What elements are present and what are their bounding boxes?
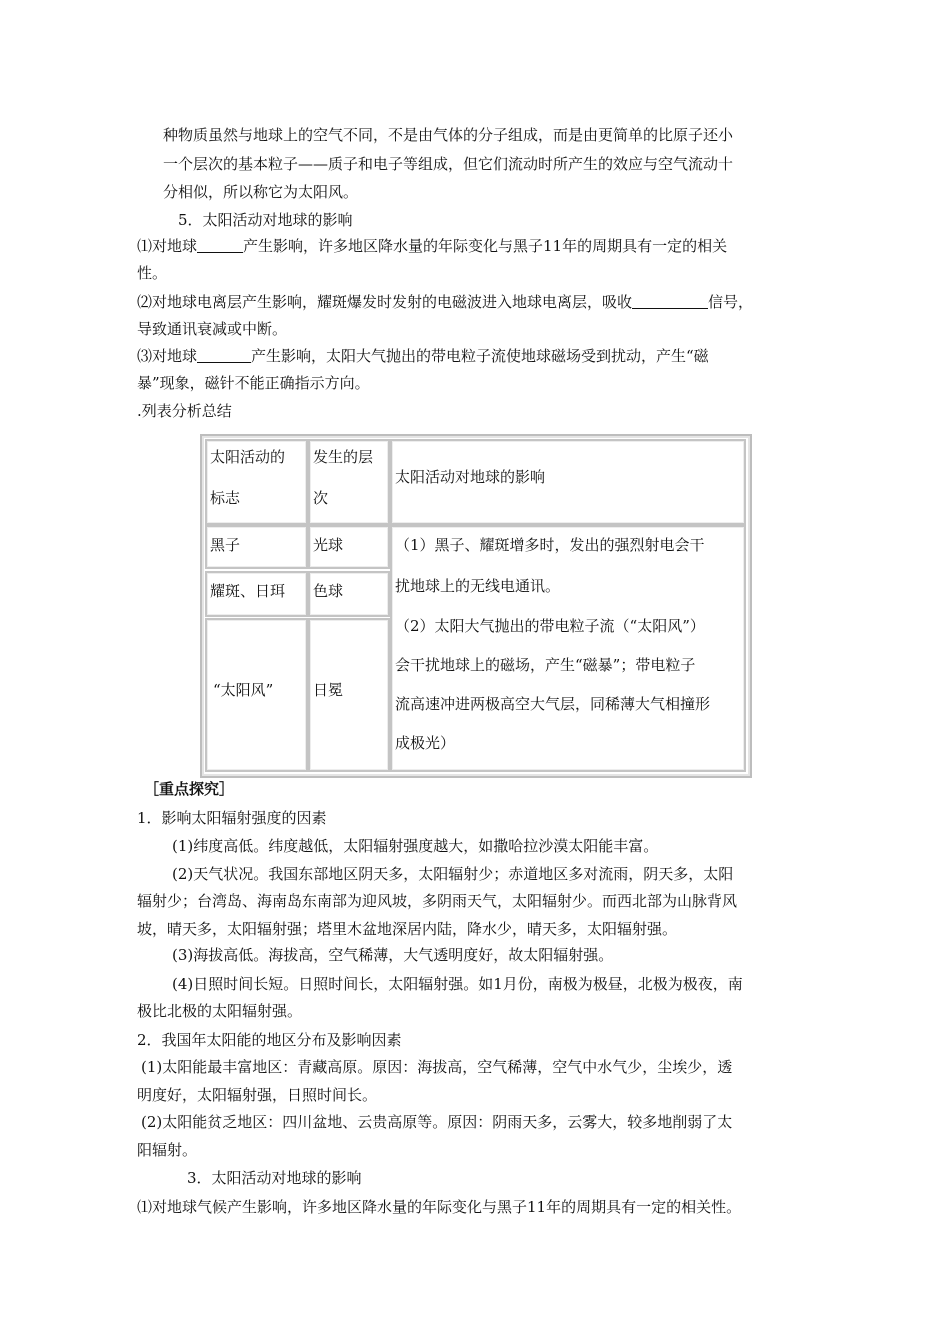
- layer-cell-photosphere: [308, 525, 390, 569]
- layer-cell-chromosphere: [308, 571, 390, 617]
- marker-sunspot: 黑子: [210, 536, 241, 554]
- header-layer-line1: 发生的层: [313, 448, 374, 466]
- paragraph-line: 极比北极的太阳辐射强。: [137, 1002, 303, 1020]
- paragraph-line: 阳辐射。: [137, 1141, 198, 1159]
- marker-cell-sunspot: [205, 525, 308, 569]
- effect-3-rest: 产生影响，太阳大气抛出的带电粒子流使地球磁场受到扰动，产生“磁: [251, 347, 709, 365]
- paragraph-line: (2)天气状况。我国东部地区阴天多，太阳辐射少；赤道地区多对流雨，阴天多，太阳: [172, 865, 734, 883]
- layer-cell-corona: [308, 618, 390, 772]
- header-cell-layer: [308, 439, 390, 525]
- fill-blank: [197, 346, 251, 363]
- header-cell-effect: [390, 439, 746, 525]
- paragraph-line: ⑴对地球气候产生影响，许多地区降水量的年际变化与黑子11年的周期具有一定的相关性。: [137, 1198, 742, 1216]
- layer-photosphere: 光球: [313, 536, 344, 554]
- paragraph-line: 明度好，太阳辐射强，日照时间长。: [137, 1086, 378, 1104]
- subsection-heading: 2．我国年太阳能的地区分布及影响因素: [137, 1031, 402, 1049]
- fill-blank: [197, 236, 243, 253]
- marker-cell-solar-wind: [205, 618, 308, 772]
- paragraph-line: (3)海拔高低。海拔高，空气稀薄，大气透明度好，故太阳辐射强。: [172, 946, 614, 964]
- header-layer-line2: 次: [313, 489, 329, 507]
- effect-1-start: ⑴对地球: [137, 237, 198, 255]
- paragraph-line: 分相似，所以称它为太阳风。: [163, 183, 359, 201]
- summary-table: [200, 434, 752, 778]
- effect-cell: [390, 525, 746, 772]
- paragraph-line: (1)太阳能最丰富地区：青藏高原。原因：海拔高，空气稀薄，空气中水气少，尘埃少，透: [141, 1058, 733, 1076]
- paragraph-line: 暴”现象，磁针不能正确指示方向。: [137, 374, 370, 392]
- marker-solar-wind: “太阳风”: [213, 681, 274, 699]
- paragraph-line: (4)日照时间长短。日照时间长，太阳辐射强。如1月份，南极为极昼，北极为极夜，南: [172, 975, 743, 993]
- section-title-key-inquiry: ［重点探究］: [144, 780, 235, 798]
- marker-flare: 耀斑、日珥: [210, 582, 286, 600]
- subsection-heading: 3．太阳活动对地球的影响: [187, 1169, 362, 1187]
- effect-line: 流高速冲进两极高空大气层，同稀薄大气相撞形: [395, 695, 711, 713]
- paragraph-line: (1)纬度高低。纬度越低，太阳辐射强度越大，如撒哈拉沙漠太阳能丰富。: [172, 837, 659, 855]
- paragraph-line: (2)太阳能贫乏地区：四川盆地、云贵高原等。原因：阴雨天多，云雾大，较多地削弱了太: [141, 1113, 733, 1131]
- paragraph-line: 性。: [137, 264, 168, 282]
- effect-line: 成极光）: [395, 734, 456, 752]
- marker-cell-flare: [205, 571, 308, 617]
- header-marker-line2: 标志: [210, 489, 241, 507]
- subsection-heading: 1．影响太阳辐射强度的因素: [137, 809, 327, 827]
- effect-3-start: ⑶对地球: [137, 347, 198, 365]
- paragraph-line: 辐射少；台湾岛、海南岛东南部为迎风坡，多阴雨天气，太阳辐射少。而西北部为山脉背风: [137, 892, 738, 910]
- effect-line: 会干扰地球上的磁场，产生“磁暴”；带电粒子: [395, 656, 696, 674]
- effect-line: （2）太阳大气抛出的带电粒子流（“太阳风”）: [395, 617, 705, 635]
- effect-item-2: [137, 292, 753, 312]
- effect-2-start: ⑵对地球电离层产生影响，耀斑爆发时发射的电磁波进入地球电离层，吸收: [137, 293, 633, 311]
- effect-item-1: [137, 236, 727, 256]
- paragraph-line: 坡，晴天多，太阳辐射强；塔里木盆地深居内陆，降水少，晴天多，太阳辐射强。: [137, 920, 678, 938]
- fill-blank: [632, 292, 708, 309]
- layer-chromosphere: 色球: [313, 582, 344, 600]
- paragraph-line: 种物质虽然与地球上的空气不同，不是由气体的分子组成，而是由更简单的比原子还小: [163, 126, 734, 144]
- paragraph-line: 一个层次的基本粒子——质子和电子等组成，但它们流动时所产生的效应与空气流动十: [163, 155, 734, 173]
- header-marker-line1: 太阳活动的: [210, 448, 286, 466]
- layer-corona: 日冕: [313, 681, 344, 699]
- effect-line: 扰地球上的无线电通讯。: [395, 577, 561, 595]
- paragraph-line: 导致通讯衰减或中断。: [137, 320, 288, 338]
- table-caption: .列表分析总结: [137, 402, 232, 420]
- effect-item-3: [137, 346, 709, 366]
- section-heading: 5．太阳活动对地球的影响: [178, 211, 353, 229]
- effect-1-rest: 产生影响，许多地区降水量的年际变化与黑子11年的周期具有一定的相关: [243, 237, 728, 255]
- header-cell-marker: [205, 439, 308, 525]
- effect-line: （1）黑子、耀斑增多时，发出的强烈射电会干: [395, 536, 705, 554]
- effect-2-rest: 信号，: [708, 293, 754, 311]
- header-effect-text: 太阳活动对地球的影响: [395, 468, 546, 486]
